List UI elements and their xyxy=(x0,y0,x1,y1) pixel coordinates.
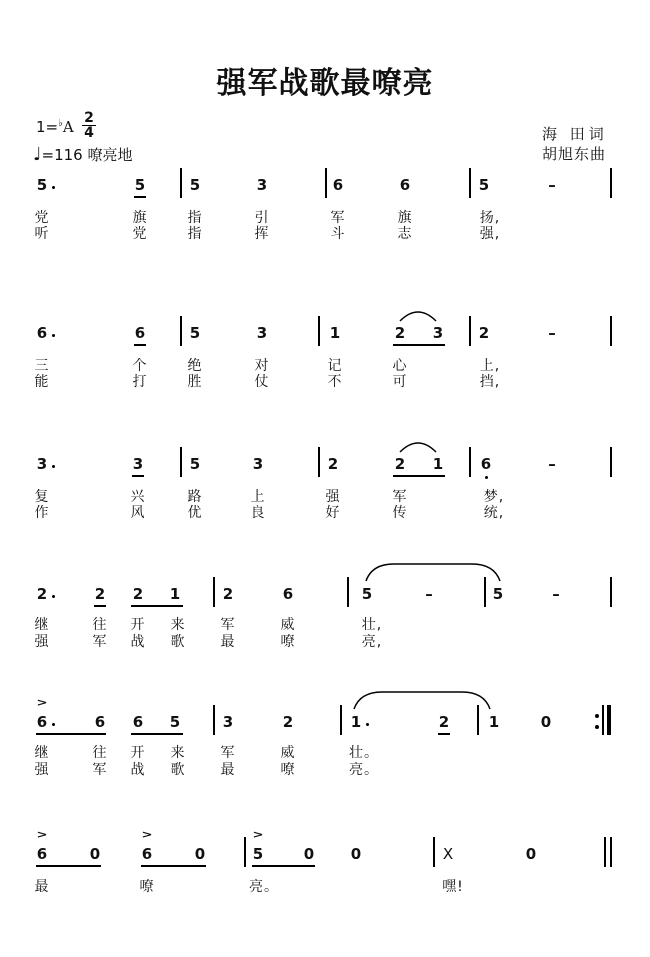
lyric: 嘹 xyxy=(139,879,155,895)
lyric: 战 xyxy=(130,762,146,778)
lyric: 党 xyxy=(132,226,148,242)
time-signature xyxy=(82,111,96,140)
note: 6 xyxy=(480,455,492,473)
lyric: 可 xyxy=(392,374,408,390)
note: 0 xyxy=(89,845,101,863)
lyric: 旗 xyxy=(132,210,148,226)
barline xyxy=(610,577,612,607)
note: 2 xyxy=(327,455,339,473)
lyric: 引 xyxy=(254,210,270,226)
slur xyxy=(398,306,438,322)
lyric: 三 xyxy=(34,358,50,374)
lyric: 最 xyxy=(34,879,50,895)
lyric: 旗 xyxy=(397,210,413,226)
note: 6 xyxy=(134,324,146,342)
note: 3 xyxy=(432,324,444,342)
repeat-barline-thin xyxy=(602,705,604,735)
note: 5 xyxy=(252,845,264,863)
accent-mark: > xyxy=(141,828,153,841)
lyric: 最 xyxy=(220,762,236,778)
key-signature xyxy=(36,118,74,136)
lyric: 统, xyxy=(483,505,505,521)
lyric: 强, xyxy=(479,226,501,242)
note: – xyxy=(425,585,433,603)
underline xyxy=(132,475,144,477)
note: 3 xyxy=(222,713,234,731)
lyric: 继 xyxy=(34,745,50,761)
note: – xyxy=(548,176,556,194)
barline xyxy=(213,577,215,607)
lyric: 威 xyxy=(280,617,296,633)
barline xyxy=(610,316,612,346)
lyric: 上, xyxy=(479,358,501,374)
note: 3 xyxy=(36,455,48,473)
note: 0 xyxy=(303,845,315,863)
barline xyxy=(433,837,435,867)
lyric: 亮, xyxy=(361,634,383,650)
lyricist-credit: 海 田词 xyxy=(542,125,608,143)
lyric: 复 xyxy=(34,489,50,505)
note: 5 xyxy=(189,176,201,194)
repeat-dot xyxy=(595,714,599,718)
lyric: 好 xyxy=(325,505,341,521)
lyric: 壮, xyxy=(361,617,383,633)
note: 6 xyxy=(36,713,48,731)
note: 2 xyxy=(36,585,48,603)
barline xyxy=(610,447,612,477)
lyric: 歌 xyxy=(170,634,186,650)
note: 2 xyxy=(132,585,144,603)
note: 5 xyxy=(361,585,373,603)
barline xyxy=(180,316,182,346)
lyric: 亮。 xyxy=(349,762,379,778)
note: 3 xyxy=(256,324,268,342)
lyric: 挥 xyxy=(254,226,270,242)
augmentation-dot xyxy=(52,334,55,337)
lyric: 不 xyxy=(327,374,343,390)
lyric: 军 xyxy=(392,489,408,505)
lyric: 强 xyxy=(34,762,50,778)
note: 5 xyxy=(478,176,490,194)
lyric: 上 xyxy=(250,489,266,505)
barline xyxy=(325,168,327,198)
time-bottom: 4 xyxy=(82,125,96,140)
lyric: 听 xyxy=(34,226,50,242)
underline xyxy=(36,733,106,735)
lyric: 能 xyxy=(34,374,50,390)
lyric: 仗 xyxy=(254,374,270,390)
underline xyxy=(131,605,183,607)
augmentation-dot xyxy=(52,723,55,726)
lyric: 军 xyxy=(220,745,236,761)
note: 1 xyxy=(432,455,444,473)
lyric: 作 xyxy=(34,505,50,521)
lyric: 优 xyxy=(187,505,203,521)
underline xyxy=(131,733,183,735)
song-title: 强军战歌最嘹亮 xyxy=(216,66,434,101)
lyric: 胜 xyxy=(187,374,203,390)
barline xyxy=(610,168,612,198)
note: 3 xyxy=(132,455,144,473)
note: 0 xyxy=(350,845,362,863)
lyric: 军 xyxy=(92,634,108,650)
lyric: 心 xyxy=(392,358,408,374)
accent-mark: > xyxy=(252,828,264,841)
key-prefix: 1= xyxy=(36,118,59,136)
note: 5 xyxy=(189,324,201,342)
barline xyxy=(180,447,182,477)
note: 5 xyxy=(169,713,181,731)
barline xyxy=(318,316,320,346)
tie xyxy=(364,562,502,582)
lyric: 往 xyxy=(92,745,108,761)
underline xyxy=(36,865,101,867)
note: 2 xyxy=(94,585,106,603)
final-barline-right xyxy=(610,837,612,867)
underline xyxy=(134,344,146,346)
augmentation-dot xyxy=(52,595,55,598)
lyric: 强 xyxy=(325,489,341,505)
lyric: 嘿! xyxy=(442,879,464,895)
note: 1 xyxy=(169,585,181,603)
lyric: 路 xyxy=(187,489,203,505)
lyric: 嘹 xyxy=(280,634,296,650)
note: 5 xyxy=(492,585,504,603)
note: – xyxy=(552,585,560,603)
barline xyxy=(244,837,246,867)
lyric: 开 xyxy=(130,745,146,761)
note: 0 xyxy=(525,845,537,863)
note: 5 xyxy=(189,455,201,473)
barline xyxy=(213,705,215,735)
lyric: 指 xyxy=(187,226,203,242)
lyric: 战 xyxy=(130,634,146,650)
underline xyxy=(393,475,445,477)
note: 6 xyxy=(132,713,144,731)
lyric: 来 xyxy=(170,617,186,633)
note: 5 xyxy=(134,176,146,194)
lyric: 兴 xyxy=(130,489,146,505)
note: 0 xyxy=(540,713,552,731)
note: X xyxy=(442,845,454,863)
note: 6 xyxy=(141,845,153,863)
underline xyxy=(94,605,106,607)
lyric: 壮。 xyxy=(349,745,379,761)
lyric: 打 xyxy=(132,374,148,390)
quarter-note-icon: ♩ xyxy=(33,144,42,165)
lyric: 来 xyxy=(170,745,186,761)
flat-sign: ♭ xyxy=(58,118,63,129)
repeat-dot xyxy=(595,725,599,729)
lyric: 个 xyxy=(132,358,148,374)
note: 6 xyxy=(36,845,48,863)
lyric: 军 xyxy=(330,210,346,226)
lyric: 风 xyxy=(130,505,146,521)
lyric: 挡, xyxy=(479,374,501,390)
underline xyxy=(252,865,315,867)
underline xyxy=(393,344,445,346)
accent-mark: > xyxy=(36,828,48,841)
lyric: 嘹 xyxy=(280,762,296,778)
slur xyxy=(352,690,492,710)
lyric: 良 xyxy=(250,505,266,521)
time-top: 2 xyxy=(84,110,94,126)
lyric: 记 xyxy=(327,358,343,374)
note: 6 xyxy=(94,713,106,731)
underline xyxy=(134,196,146,198)
lyric: 梦, xyxy=(483,489,505,505)
note: 2 xyxy=(394,324,406,342)
note: – xyxy=(548,324,556,342)
lyric: 往 xyxy=(92,617,108,633)
lyric: 党 xyxy=(34,210,50,226)
note: 2 xyxy=(222,585,234,603)
lyric: 军 xyxy=(92,762,108,778)
lyric: 威 xyxy=(280,745,296,761)
note: 2 xyxy=(282,713,294,731)
tempo-text: =116 嘹亮地 xyxy=(41,146,133,164)
lyric: 亮。 xyxy=(249,879,279,895)
note: 0 xyxy=(194,845,206,863)
tempo-marking xyxy=(33,144,132,165)
lyric: 传 xyxy=(392,505,408,521)
note: 1 xyxy=(329,324,341,342)
barline xyxy=(347,577,349,607)
lyric: 绝 xyxy=(187,358,203,374)
note: 1 xyxy=(488,713,500,731)
lyric: 斗 xyxy=(330,226,346,242)
note: 6 xyxy=(282,585,294,603)
lyric: 最 xyxy=(220,634,236,650)
note: 3 xyxy=(256,176,268,194)
lyric: 指 xyxy=(187,210,203,226)
note: 6 xyxy=(36,324,48,342)
barline xyxy=(469,316,471,346)
underline xyxy=(141,865,206,867)
accent-mark: > xyxy=(36,696,48,709)
note: 2 xyxy=(438,713,450,731)
barline xyxy=(477,705,479,735)
lyric: 继 xyxy=(34,617,50,633)
note: 6 xyxy=(399,176,411,194)
note: 5 xyxy=(36,176,48,194)
lyric: 开 xyxy=(130,617,146,633)
key-letter: A xyxy=(62,118,74,136)
underline xyxy=(438,733,450,735)
barline xyxy=(318,447,320,477)
note: 6 xyxy=(332,176,344,194)
lyric: 扬, xyxy=(479,210,501,226)
composer-credit: 胡旭东曲 xyxy=(542,145,607,163)
barline xyxy=(340,705,342,735)
lyric: 军 xyxy=(220,617,236,633)
augmentation-dot xyxy=(52,186,55,189)
lyric: 对 xyxy=(254,358,270,374)
lyric: 志 xyxy=(397,226,413,242)
lower-octave-dot xyxy=(485,476,488,479)
note: 2 xyxy=(478,324,490,342)
lyric: 歌 xyxy=(170,762,186,778)
repeat-barline-thick xyxy=(607,705,611,735)
barline xyxy=(469,168,471,198)
barline xyxy=(469,447,471,477)
note: 3 xyxy=(252,455,264,473)
slur xyxy=(398,437,438,453)
augmentation-dot xyxy=(52,465,55,468)
note: 2 xyxy=(394,455,406,473)
note: 1 xyxy=(350,713,362,731)
augmentation-dot xyxy=(366,723,369,726)
lyric: 强 xyxy=(34,634,50,650)
barline xyxy=(180,168,182,198)
final-barline-left xyxy=(604,837,606,867)
note: – xyxy=(548,455,556,473)
barline xyxy=(484,577,486,607)
